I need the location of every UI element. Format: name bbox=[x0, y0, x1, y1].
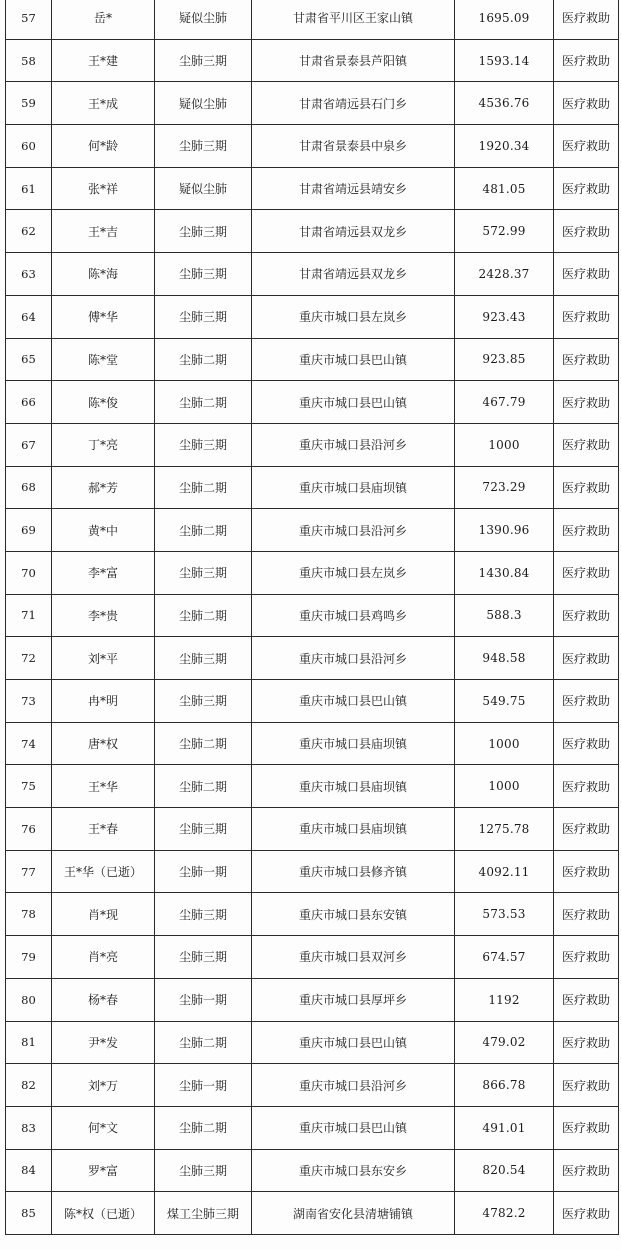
address-cell: 重庆市城口县巴山镇 bbox=[252, 1106, 455, 1149]
aid-type-cell: 医疗救助 bbox=[554, 210, 619, 253]
row-number-cell: 64 bbox=[6, 295, 52, 338]
aid-type-cell: 医疗救助 bbox=[554, 1192, 619, 1235]
row-number-cell: 82 bbox=[6, 1064, 52, 1107]
address-cell: 重庆市城口县沿河乡 bbox=[252, 637, 455, 680]
recipient-name-cell: 杨*春 bbox=[52, 978, 155, 1021]
row-number-cell: 57 bbox=[6, 0, 52, 39]
diagnosis-cell: 尘肺二期 bbox=[155, 722, 252, 765]
address-cell: 甘肃省景泰县中泉乡 bbox=[252, 125, 455, 168]
aid-amount-cell: 948.58 bbox=[455, 637, 554, 680]
diagnosis-cell: 尘肺三期 bbox=[155, 423, 252, 466]
address-cell: 甘肃省靖远县石门乡 bbox=[252, 82, 455, 125]
recipient-name-cell: 王*建 bbox=[52, 39, 155, 82]
table-row bbox=[6, 936, 619, 979]
diagnosis-cell: 尘肺三期 bbox=[155, 808, 252, 851]
aid-amount-cell: 1390.96 bbox=[455, 509, 554, 552]
table-row bbox=[6, 978, 619, 1021]
recipient-name-cell: 陈*权（已逝） bbox=[52, 1192, 155, 1235]
aid-type-cell: 医疗救助 bbox=[554, 423, 619, 466]
recipient-name-cell: 尹*发 bbox=[52, 1021, 155, 1064]
row-number-cell: 71 bbox=[6, 594, 52, 637]
table-row bbox=[6, 39, 619, 82]
recipient-name-cell: 黄*中 bbox=[52, 509, 155, 552]
table-row bbox=[6, 125, 619, 168]
diagnosis-cell: 尘肺三期 bbox=[155, 210, 252, 253]
aid-type-cell: 医疗救助 bbox=[554, 0, 619, 39]
recipient-name-cell: 丁*亮 bbox=[52, 423, 155, 466]
recipient-name-cell: 陈*堂 bbox=[52, 338, 155, 381]
aid-type-cell: 医疗救助 bbox=[554, 637, 619, 680]
table-row bbox=[6, 253, 619, 296]
aid-amount-cell: 4092.11 bbox=[455, 850, 554, 893]
diagnosis-cell: 尘肺三期 bbox=[155, 893, 252, 936]
recipient-name-cell: 刘*万 bbox=[52, 1064, 155, 1107]
table-row bbox=[6, 0, 619, 39]
diagnosis-cell: 尘肺二期 bbox=[155, 765, 252, 808]
diagnosis-cell: 尘肺二期 bbox=[155, 381, 252, 424]
aid-amount-cell: 467.79 bbox=[455, 381, 554, 424]
diagnosis-cell: 尘肺三期 bbox=[155, 295, 252, 338]
address-cell: 甘肃省靖远县双龙乡 bbox=[252, 210, 455, 253]
row-number-cell: 69 bbox=[6, 509, 52, 552]
aid-amount-cell: 723.29 bbox=[455, 466, 554, 509]
recipient-name-cell: 唐*权 bbox=[52, 722, 155, 765]
recipient-name-cell: 张*祥 bbox=[52, 167, 155, 210]
row-number-cell: 59 bbox=[6, 82, 52, 125]
address-cell: 重庆市城口县巴山镇 bbox=[252, 338, 455, 381]
aid-type-cell: 医疗救助 bbox=[554, 808, 619, 851]
recipient-name-cell: 王*吉 bbox=[52, 210, 155, 253]
row-number-cell: 78 bbox=[6, 893, 52, 936]
row-number-cell: 65 bbox=[6, 338, 52, 381]
table-row bbox=[6, 210, 619, 253]
address-cell: 重庆市城口县庙坝镇 bbox=[252, 466, 455, 509]
aid-amount-cell: 1000 bbox=[455, 765, 554, 808]
address-cell: 重庆市城口县沿河乡 bbox=[252, 1064, 455, 1107]
recipient-name-cell: 陈*俊 bbox=[52, 381, 155, 424]
address-cell: 湖南省安化县清塘铺镇 bbox=[252, 1192, 455, 1235]
row-number-cell: 79 bbox=[6, 936, 52, 979]
diagnosis-cell: 尘肺二期 bbox=[155, 338, 252, 381]
aid-amount-cell: 573.53 bbox=[455, 893, 554, 936]
aid-type-cell: 医疗救助 bbox=[554, 594, 619, 637]
row-number-cell: 77 bbox=[6, 850, 52, 893]
row-number-cell: 73 bbox=[6, 680, 52, 723]
diagnosis-cell: 尘肺一期 bbox=[155, 1064, 252, 1107]
diagnosis-cell: 尘肺二期 bbox=[155, 1106, 252, 1149]
address-cell: 重庆市城口县东安镇 bbox=[252, 893, 455, 936]
diagnosis-cell: 尘肺三期 bbox=[155, 125, 252, 168]
recipient-name-cell: 陈*海 bbox=[52, 253, 155, 296]
aid-type-cell: 医疗救助 bbox=[554, 722, 619, 765]
row-number-cell: 63 bbox=[6, 253, 52, 296]
address-cell: 重庆市城口县巴山镇 bbox=[252, 381, 455, 424]
aid-amount-cell: 1000 bbox=[455, 423, 554, 466]
aid-type-cell: 医疗救助 bbox=[554, 82, 619, 125]
table-row bbox=[6, 551, 619, 594]
table-row bbox=[6, 295, 619, 338]
diagnosis-cell: 疑似尘肺 bbox=[155, 82, 252, 125]
aid-amount-cell: 1920.34 bbox=[455, 125, 554, 168]
recipient-name-cell: 李*富 bbox=[52, 551, 155, 594]
diagnosis-cell: 尘肺二期 bbox=[155, 466, 252, 509]
aid-type-cell: 医疗救助 bbox=[554, 39, 619, 82]
row-number-cell: 83 bbox=[6, 1106, 52, 1149]
aid-type-cell: 医疗救助 bbox=[554, 1064, 619, 1107]
recipient-name-cell: 罗*富 bbox=[52, 1149, 155, 1192]
aid-amount-cell: 588.3 bbox=[455, 594, 554, 637]
recipient-name-cell: 冉*明 bbox=[52, 680, 155, 723]
address-cell: 重庆市城口县庙坝镇 bbox=[252, 808, 455, 851]
aid-records-table bbox=[5, 0, 619, 1235]
table-row bbox=[6, 765, 619, 808]
table-row bbox=[6, 722, 619, 765]
diagnosis-cell: 尘肺二期 bbox=[155, 509, 252, 552]
diagnosis-cell: 尘肺三期 bbox=[155, 637, 252, 680]
diagnosis-cell: 尘肺三期 bbox=[155, 680, 252, 723]
aid-amount-cell: 2428.37 bbox=[455, 253, 554, 296]
recipient-name-cell: 刘*平 bbox=[52, 637, 155, 680]
aid-amount-cell: 923.85 bbox=[455, 338, 554, 381]
table-row bbox=[6, 82, 619, 125]
row-number-cell: 84 bbox=[6, 1149, 52, 1192]
table-row bbox=[6, 680, 619, 723]
recipient-name-cell: 肖*亮 bbox=[52, 936, 155, 979]
diagnosis-cell: 尘肺三期 bbox=[155, 936, 252, 979]
table-row bbox=[6, 509, 619, 552]
aid-type-cell: 医疗救助 bbox=[554, 466, 619, 509]
recipient-name-cell: 岳* bbox=[52, 0, 155, 39]
row-number-cell: 81 bbox=[6, 1021, 52, 1064]
aid-amount-cell: 4782.2 bbox=[455, 1192, 554, 1235]
recipient-name-cell: 王*成 bbox=[52, 82, 155, 125]
table-row bbox=[6, 850, 619, 893]
recipient-name-cell: 肖*现 bbox=[52, 893, 155, 936]
table-row bbox=[6, 637, 619, 680]
aid-amount-cell: 1000 bbox=[455, 722, 554, 765]
table-row bbox=[6, 1064, 619, 1107]
recipient-name-cell: 李*贵 bbox=[52, 594, 155, 637]
table-row bbox=[6, 893, 619, 936]
address-cell: 重庆市城口县左岚乡 bbox=[252, 295, 455, 338]
aid-amount-cell: 491.01 bbox=[455, 1106, 554, 1149]
row-number-cell: 76 bbox=[6, 808, 52, 851]
recipient-name-cell: 何*龄 bbox=[52, 125, 155, 168]
aid-type-cell: 医疗救助 bbox=[554, 978, 619, 1021]
aid-type-cell: 医疗救助 bbox=[554, 680, 619, 723]
aid-amount-cell: 1430.84 bbox=[455, 551, 554, 594]
address-cell: 重庆市城口县左岚乡 bbox=[252, 551, 455, 594]
address-cell: 重庆市城口县修齐镇 bbox=[252, 850, 455, 893]
address-cell: 重庆市城口县庙坝镇 bbox=[252, 765, 455, 808]
aid-amount-cell: 820.54 bbox=[455, 1149, 554, 1192]
aid-type-cell: 医疗救助 bbox=[554, 338, 619, 381]
aid-type-cell: 医疗救助 bbox=[554, 509, 619, 552]
aid-type-cell: 医疗救助 bbox=[554, 936, 619, 979]
aid-amount-cell: 481.05 bbox=[455, 167, 554, 210]
address-cell: 重庆市城口县巴山镇 bbox=[252, 680, 455, 723]
diagnosis-cell: 尘肺三期 bbox=[155, 551, 252, 594]
recipient-name-cell: 王*华 bbox=[52, 765, 155, 808]
aid-type-cell: 医疗救助 bbox=[554, 551, 619, 594]
row-number-cell: 70 bbox=[6, 551, 52, 594]
table-row bbox=[6, 466, 619, 509]
row-number-cell: 85 bbox=[6, 1192, 52, 1235]
aid-type-cell: 医疗救助 bbox=[554, 1021, 619, 1064]
aid-type-cell: 医疗救助 bbox=[554, 167, 619, 210]
row-number-cell: 72 bbox=[6, 637, 52, 680]
diagnosis-cell: 尘肺二期 bbox=[155, 594, 252, 637]
diagnosis-cell: 疑似尘肺 bbox=[155, 167, 252, 210]
diagnosis-cell: 尘肺三期 bbox=[155, 39, 252, 82]
address-cell: 重庆市城口县庙坝镇 bbox=[252, 722, 455, 765]
table-body bbox=[6, 0, 619, 1234]
table-row bbox=[6, 1106, 619, 1149]
row-number-cell: 67 bbox=[6, 423, 52, 466]
aid-amount-cell: 572.99 bbox=[455, 210, 554, 253]
aid-type-cell: 医疗救助 bbox=[554, 125, 619, 168]
row-number-cell: 61 bbox=[6, 167, 52, 210]
table-row bbox=[6, 1021, 619, 1064]
address-cell: 甘肃省景泰县芦阳镇 bbox=[252, 39, 455, 82]
table-row bbox=[6, 338, 619, 381]
aid-amount-cell: 4536.76 bbox=[455, 82, 554, 125]
aid-amount-cell: 1695.09 bbox=[455, 0, 554, 39]
address-cell: 重庆市城口县东安乡 bbox=[252, 1149, 455, 1192]
recipient-name-cell: 傅*华 bbox=[52, 295, 155, 338]
table-row bbox=[6, 167, 619, 210]
aid-type-cell: 医疗救助 bbox=[554, 850, 619, 893]
diagnosis-cell: 煤工尘肺三期 bbox=[155, 1192, 252, 1235]
row-number-cell: 60 bbox=[6, 125, 52, 168]
aid-type-cell: 医疗救助 bbox=[554, 1149, 619, 1192]
row-number-cell: 58 bbox=[6, 39, 52, 82]
aid-type-cell: 医疗救助 bbox=[554, 893, 619, 936]
diagnosis-cell: 尘肺一期 bbox=[155, 850, 252, 893]
aid-amount-cell: 479.02 bbox=[455, 1021, 554, 1064]
aid-amount-cell: 866.78 bbox=[455, 1064, 554, 1107]
table-row bbox=[6, 381, 619, 424]
aid-amount-cell: 549.75 bbox=[455, 680, 554, 723]
diagnosis-cell: 尘肺三期 bbox=[155, 253, 252, 296]
table-row bbox=[6, 594, 619, 637]
address-cell: 甘肃省平川区王家山镇 bbox=[252, 0, 455, 39]
row-number-cell: 74 bbox=[6, 722, 52, 765]
row-number-cell: 75 bbox=[6, 765, 52, 808]
aid-type-cell: 医疗救助 bbox=[554, 381, 619, 424]
aid-type-cell: 医疗救助 bbox=[554, 1106, 619, 1149]
address-cell: 重庆市城口县沿河乡 bbox=[252, 423, 455, 466]
row-number-cell: 66 bbox=[6, 381, 52, 424]
address-cell: 重庆市城口县巴山镇 bbox=[252, 1021, 455, 1064]
aid-type-cell: 医疗救助 bbox=[554, 253, 619, 296]
recipient-name-cell: 王*春 bbox=[52, 808, 155, 851]
row-number-cell: 62 bbox=[6, 210, 52, 253]
address-cell: 重庆市城口县双河乡 bbox=[252, 936, 455, 979]
recipient-name-cell: 王*华（已逝） bbox=[52, 850, 155, 893]
address-cell: 甘肃省靖远县靖安乡 bbox=[252, 167, 455, 210]
table-row bbox=[6, 1192, 619, 1235]
table-row bbox=[6, 808, 619, 851]
table-row bbox=[6, 1149, 619, 1192]
table-row bbox=[6, 423, 619, 466]
diagnosis-cell: 尘肺二期 bbox=[155, 1021, 252, 1064]
aid-amount-cell: 1593.14 bbox=[455, 39, 554, 82]
aid-type-cell: 医疗救助 bbox=[554, 295, 619, 338]
address-cell: 重庆市城口县鸡鸣乡 bbox=[252, 594, 455, 637]
aid-amount-cell: 674.57 bbox=[455, 936, 554, 979]
row-number-cell: 68 bbox=[6, 466, 52, 509]
recipient-name-cell: 郝*芳 bbox=[52, 466, 155, 509]
diagnosis-cell: 尘肺一期 bbox=[155, 978, 252, 1021]
row-number-cell: 80 bbox=[6, 978, 52, 1021]
address-cell: 重庆市城口县厚坪乡 bbox=[252, 978, 455, 1021]
diagnosis-cell: 疑似尘肺 bbox=[155, 0, 252, 39]
aid-amount-cell: 1275.78 bbox=[455, 808, 554, 851]
diagnosis-cell: 尘肺三期 bbox=[155, 1149, 252, 1192]
aid-amount-cell: 923.43 bbox=[455, 295, 554, 338]
aid-type-cell: 医疗救助 bbox=[554, 765, 619, 808]
address-cell: 甘肃省靖远县双龙乡 bbox=[252, 253, 455, 296]
address-cell: 重庆市城口县沿河乡 bbox=[252, 509, 455, 552]
recipient-name-cell: 何*文 bbox=[52, 1106, 155, 1149]
aid-amount-cell: 1192 bbox=[455, 978, 554, 1021]
